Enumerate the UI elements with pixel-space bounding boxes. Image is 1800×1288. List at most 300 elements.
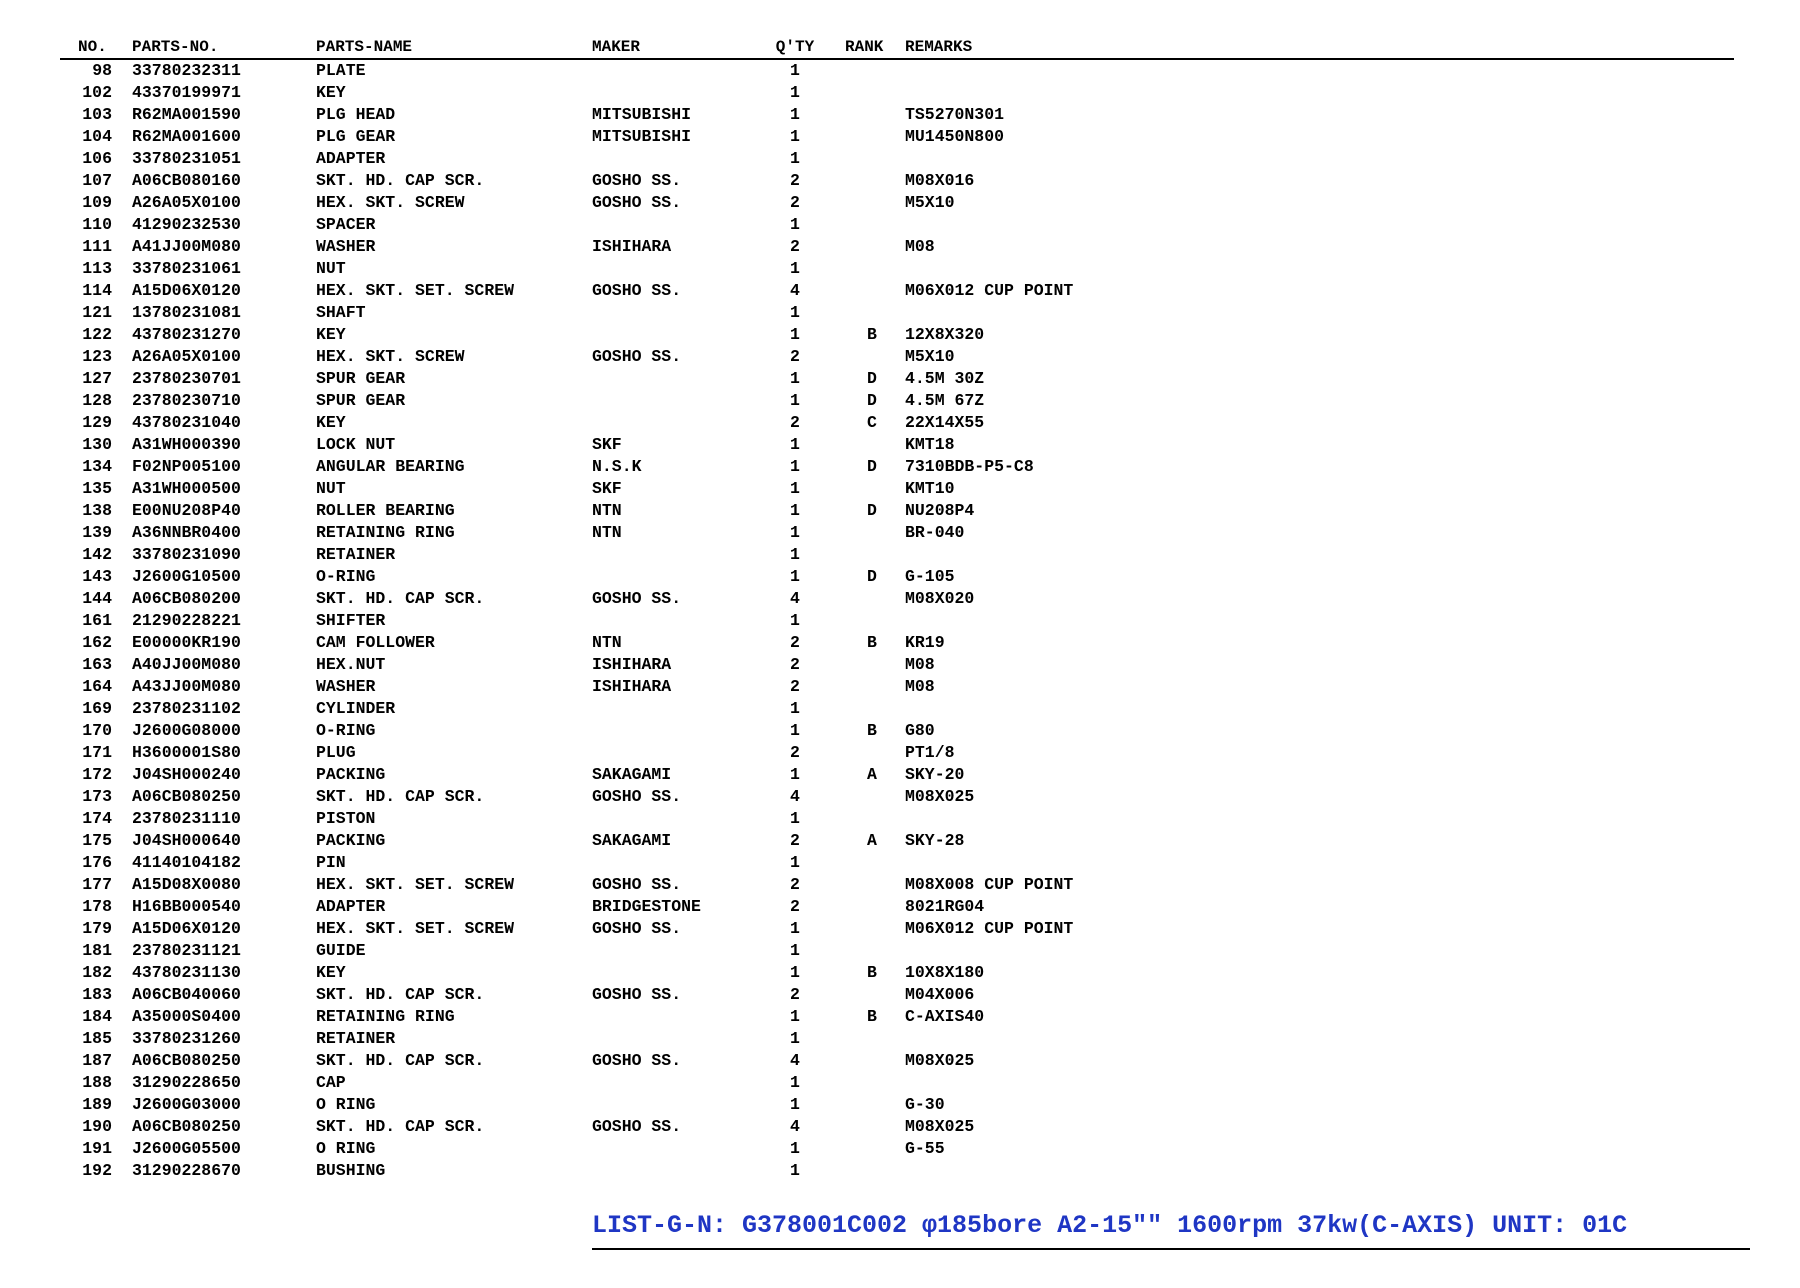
cell-parts-name: ADAPTER: [316, 149, 386, 168]
cell-remarks: SKY-20: [905, 765, 965, 784]
cell-no: 106: [82, 149, 112, 168]
cell-remarks: M08: [905, 655, 935, 674]
cell-qty: 1: [790, 963, 800, 982]
cell-parts-no: 33780231260: [132, 1029, 241, 1048]
table-row: [60, 1160, 1734, 1182]
cell-parts-name: SKT. HD. CAP SCR.: [316, 589, 485, 608]
table-row: [60, 1050, 1734, 1072]
table-row: [60, 456, 1734, 478]
cell-remarks: 4.5M 67Z: [905, 391, 985, 410]
cell-remarks: M06X012 CUP POINT: [905, 919, 1074, 938]
cell-parts-no: 43780231130: [132, 963, 241, 982]
table-row: [60, 434, 1734, 456]
table-row: [60, 918, 1734, 940]
cell-no: 184: [82, 1007, 112, 1026]
cell-parts-no: 33780231051: [132, 149, 241, 168]
table-row: [60, 764, 1734, 786]
table-row: [60, 852, 1734, 874]
cell-parts-name: O RING: [316, 1139, 376, 1158]
cell-remarks: G80: [905, 721, 935, 740]
cell-parts-no: 43370199971: [132, 83, 241, 102]
cell-parts-name: WASHER: [316, 237, 376, 256]
cell-parts-no: 43780231040: [132, 413, 241, 432]
cell-qty: 1: [790, 611, 800, 630]
header-parts-no: PARTS-NO.: [132, 38, 219, 56]
table-row: [60, 478, 1734, 500]
parts-list-table: [60, 36, 1734, 1182]
table-row: [60, 1094, 1734, 1116]
cell-no: 161: [82, 611, 112, 630]
cell-no: 104: [82, 127, 112, 146]
cell-no: 109: [82, 193, 112, 212]
cell-remarks: M08X025: [905, 1051, 975, 1070]
cell-qty: 1: [790, 127, 800, 146]
cell-remarks: 12X8X320: [905, 325, 985, 344]
cell-parts-name: RETAINER: [316, 1029, 396, 1048]
cell-parts-name: BUSHING: [316, 1161, 386, 1180]
cell-qty: 2: [790, 193, 800, 212]
cell-qty: 1: [790, 391, 800, 410]
cell-no: 103: [82, 105, 112, 124]
cell-qty: 2: [790, 237, 800, 256]
cell-rank: A: [867, 765, 877, 784]
cell-no: 129: [82, 413, 112, 432]
cell-maker: NTN: [592, 523, 622, 542]
cell-maker: GOSHO SS.: [592, 347, 682, 366]
cell-remarks: M08X025: [905, 787, 975, 806]
cell-no: 107: [82, 171, 112, 190]
cell-no: 178: [82, 897, 112, 916]
table-body: [60, 60, 1734, 1182]
cell-maker: GOSHO SS.: [592, 1051, 682, 1070]
cell-maker: GOSHO SS.: [592, 985, 682, 1004]
cell-remarks: M08X020: [905, 589, 975, 608]
cell-no: 190: [82, 1117, 112, 1136]
cell-remarks: G-30: [905, 1095, 945, 1114]
cell-no: 98: [92, 61, 112, 80]
cell-parts-no: 31290228670: [132, 1161, 241, 1180]
header-no: NO.: [78, 38, 107, 56]
cell-no: 177: [82, 875, 112, 894]
cell-qty: 2: [790, 831, 800, 850]
cell-parts-no: A43JJ00M080: [132, 677, 241, 696]
cell-qty: 4: [790, 281, 800, 300]
cell-rank: B: [867, 1007, 877, 1026]
cell-rank: B: [867, 963, 877, 982]
cell-no: 138: [82, 501, 112, 520]
cell-parts-name: PLATE: [316, 61, 366, 80]
cell-parts-no: 23780230710: [132, 391, 241, 410]
cell-no: 176: [82, 853, 112, 872]
cell-remarks: M08X008 CUP POINT: [905, 875, 1074, 894]
table-row: [60, 192, 1734, 214]
cell-parts-no: A40JJ00M080: [132, 655, 241, 674]
table-row: [60, 522, 1734, 544]
cell-no: 134: [82, 457, 112, 476]
cell-parts-no: A06CB040060: [132, 985, 241, 1004]
cell-parts-name: SKT. HD. CAP SCR.: [316, 1051, 485, 1070]
table-row: [60, 302, 1734, 324]
cell-parts-no: 33780232311: [132, 61, 241, 80]
table-row: [60, 1072, 1734, 1094]
table-row: [60, 346, 1734, 368]
cell-parts-no: A15D06X0120: [132, 919, 241, 938]
cell-parts-no: A31WH000390: [132, 435, 241, 454]
cell-parts-no: J2600G10500: [132, 567, 241, 586]
cell-parts-no: J04SH000640: [132, 831, 241, 850]
table-row: [60, 544, 1734, 566]
header-rank: RANK: [845, 38, 884, 56]
table-row: [60, 60, 1734, 82]
cell-parts-name: SHIFTER: [316, 611, 386, 630]
cell-parts-name: KEY: [316, 963, 346, 982]
cell-rank: D: [867, 369, 877, 388]
cell-parts-no: E00NU208P40: [132, 501, 241, 520]
table-row: [60, 412, 1734, 434]
cell-parts-name: LOCK NUT: [316, 435, 396, 454]
header-qty: Q'TY: [775, 38, 815, 56]
cell-parts-name: KEY: [316, 413, 346, 432]
cell-parts-name: PLUG: [316, 743, 356, 762]
table-row: [60, 984, 1734, 1006]
cell-parts-name: SPACER: [316, 215, 376, 234]
cell-maker: NTN: [592, 501, 622, 520]
cell-remarks: TS5270N301: [905, 105, 1005, 124]
table-row: [60, 654, 1734, 676]
cell-parts-no: A26A05X0100: [132, 193, 241, 212]
cell-qty: 1: [790, 1161, 800, 1180]
cell-qty: 1: [790, 765, 800, 784]
cell-qty: 2: [790, 633, 800, 652]
cell-parts-no: J2600G08000: [132, 721, 241, 740]
cell-maker: GOSHO SS.: [592, 1117, 682, 1136]
cell-maker: SAKAGAMI: [592, 765, 672, 784]
cell-qty: 1: [790, 435, 800, 454]
cell-parts-no: 43780231270: [132, 325, 241, 344]
table-row: [60, 500, 1734, 522]
cell-no: 170: [82, 721, 112, 740]
cell-maker: GOSHO SS.: [592, 919, 682, 938]
cell-parts-name: O-RING: [316, 567, 376, 586]
cell-parts-name: HEX. SKT. SCREW: [316, 347, 465, 366]
cell-no: 192: [82, 1161, 112, 1180]
table-row: [60, 566, 1734, 588]
cell-maker: GOSHO SS.: [592, 193, 682, 212]
cell-parts-name: SKT. HD. CAP SCR.: [316, 787, 485, 806]
cell-qty: 1: [790, 1073, 800, 1092]
cell-maker: ISHIHARA: [592, 237, 672, 256]
cell-qty: 4: [790, 589, 800, 608]
cell-parts-no: 41140104182: [132, 853, 241, 872]
cell-maker: GOSHO SS.: [592, 589, 682, 608]
cell-parts-no: R62MA001590: [132, 105, 241, 124]
table-row: [60, 588, 1734, 610]
cell-remarks: KMT10: [905, 479, 955, 498]
cell-parts-name: HEX.NUT: [316, 655, 386, 674]
cell-parts-name: KEY: [316, 83, 346, 102]
cell-parts-no: F02NP005100: [132, 457, 241, 476]
cell-parts-name: CAP: [316, 1073, 346, 1092]
cell-parts-name: PISTON: [316, 809, 376, 828]
cell-parts-no: A15D08X0080: [132, 875, 241, 894]
cell-rank: D: [867, 501, 877, 520]
cell-parts-no: A06CB080250: [132, 787, 241, 806]
parts-list-title: LIST-G-N: G378001C002 φ185bore A2-15"" 1600rpm 37kw(C-AXIS) UNIT: 01C: [592, 1208, 1750, 1250]
table-row: [60, 1116, 1734, 1138]
cell-no: 163: [82, 655, 112, 674]
table-row: [60, 170, 1734, 192]
cell-qty: 1: [790, 919, 800, 938]
cell-parts-no: E00000KR190: [132, 633, 241, 652]
cell-qty: 1: [790, 369, 800, 388]
cell-no: 185: [82, 1029, 112, 1048]
table-row: [60, 148, 1734, 170]
cell-remarks: 7310BDB-P5-C8: [905, 457, 1034, 476]
cell-no: 191: [82, 1139, 112, 1158]
cell-parts-name: NUT: [316, 259, 346, 278]
cell-remarks: M04X006: [905, 985, 975, 1004]
cell-remarks: MU1450N800: [905, 127, 1005, 146]
cell-qty: 1: [790, 699, 800, 718]
cell-parts-no: A06CB080250: [132, 1051, 241, 1070]
cell-parts-no: A15D06X0120: [132, 281, 241, 300]
cell-remarks: M08: [905, 677, 935, 696]
cell-no: 110: [82, 215, 112, 234]
cell-parts-name: GUIDE: [316, 941, 366, 960]
cell-remarks: 4.5M 30Z: [905, 369, 985, 388]
table-row: [60, 368, 1734, 390]
table-row: [60, 610, 1734, 632]
table-row: [60, 258, 1734, 280]
cell-remarks: G-105: [905, 567, 955, 586]
cell-parts-name: PACKING: [316, 765, 386, 784]
cell-parts-name: CAM FOLLOWER: [316, 633, 435, 652]
cell-no: 139: [82, 523, 112, 542]
table-row: [60, 104, 1734, 126]
cell-remarks: KR19: [905, 633, 945, 652]
cell-maker: GOSHO SS.: [592, 171, 682, 190]
cell-parts-no: 23780231121: [132, 941, 241, 960]
cell-no: 128: [82, 391, 112, 410]
table-row: [60, 280, 1734, 302]
cell-qty: 4: [790, 1051, 800, 1070]
cell-qty: 2: [790, 347, 800, 366]
table-row: [60, 82, 1734, 104]
cell-parts-no: 23780231110: [132, 809, 241, 828]
cell-parts-no: R62MA001600: [132, 127, 241, 146]
cell-remarks: BR-040: [905, 523, 965, 542]
cell-maker: MITSUBISHI: [592, 127, 692, 146]
cell-parts-no: H16BB000540: [132, 897, 241, 916]
cell-parts-no: 21290228221: [132, 611, 241, 630]
cell-maker: ISHIHARA: [592, 677, 672, 696]
cell-remarks: M08X016: [905, 171, 975, 190]
cell-parts-name: HEX. SKT. SET. SCREW: [316, 281, 515, 300]
cell-qty: 2: [790, 897, 800, 916]
cell-parts-name: SKT. HD. CAP SCR.: [316, 171, 485, 190]
cell-qty: 2: [790, 985, 800, 1004]
table-row: [60, 830, 1734, 852]
cell-no: 143: [82, 567, 112, 586]
cell-remarks: 22X14X55: [905, 413, 985, 432]
cell-parts-no: H3600001S80: [132, 743, 241, 762]
cell-qty: 2: [790, 743, 800, 762]
cell-parts-no: 23780231102: [132, 699, 241, 718]
cell-parts-name: SKT. HD. CAP SCR.: [316, 1117, 485, 1136]
cell-qty: 4: [790, 787, 800, 806]
cell-no: 162: [82, 633, 112, 652]
cell-parts-no: 41290232530: [132, 215, 241, 234]
table-row: [60, 786, 1734, 808]
cell-rank: D: [867, 391, 877, 410]
cell-rank: B: [867, 721, 877, 740]
cell-parts-name: PIN: [316, 853, 346, 872]
cell-rank: B: [867, 633, 877, 652]
cell-no: 182: [82, 963, 112, 982]
cell-remarks: M5X10: [905, 347, 955, 366]
table-row: [60, 214, 1734, 236]
cell-no: 113: [82, 259, 112, 278]
cell-no: 187: [82, 1051, 112, 1070]
cell-no: 111: [82, 237, 112, 256]
cell-no: 172: [82, 765, 112, 784]
table-row: [60, 1138, 1734, 1160]
cell-parts-name: ADAPTER: [316, 897, 386, 916]
cell-qty: 1: [790, 523, 800, 542]
cell-parts-name: PLG HEAD: [316, 105, 396, 124]
cell-no: 174: [82, 809, 112, 828]
cell-rank: C: [867, 413, 877, 432]
cell-parts-name: PACKING: [316, 831, 386, 850]
cell-no: 130: [82, 435, 112, 454]
cell-qty: 1: [790, 105, 800, 124]
cell-no: 181: [82, 941, 112, 960]
cell-no: 127: [82, 369, 112, 388]
table-row: [60, 940, 1734, 962]
cell-parts-name: SPUR GEAR: [316, 391, 406, 410]
cell-remarks: M5X10: [905, 193, 955, 212]
cell-parts-no: 33780231090: [132, 545, 241, 564]
cell-remarks: G-55: [905, 1139, 945, 1158]
cell-parts-name: PLG GEAR: [316, 127, 396, 146]
cell-parts-name: KEY: [316, 325, 346, 344]
cell-remarks: 8021RG04: [905, 897, 985, 916]
cell-parts-no: A06CB080250: [132, 1117, 241, 1136]
cell-qty: 4: [790, 1117, 800, 1136]
cell-no: 189: [82, 1095, 112, 1114]
cell-parts-name: SKT. HD. CAP SCR.: [316, 985, 485, 1004]
table-row: [60, 896, 1734, 918]
cell-parts-name: HEX. SKT. SET. SCREW: [316, 875, 515, 894]
cell-no: 188: [82, 1073, 112, 1092]
header-maker: MAKER: [592, 38, 641, 56]
table-row: [60, 1028, 1734, 1050]
cell-parts-name: RETAINER: [316, 545, 396, 564]
cell-remarks: PT1/8: [905, 743, 955, 762]
cell-rank: D: [867, 567, 877, 586]
cell-rank: B: [867, 325, 877, 344]
cell-no: 164: [82, 677, 112, 696]
cell-parts-name: O-RING: [316, 721, 376, 740]
cell-maker: GOSHO SS.: [592, 875, 682, 894]
cell-qty: 2: [790, 413, 800, 432]
cell-parts-no: 33780231061: [132, 259, 241, 278]
cell-no: 179: [82, 919, 112, 938]
cell-parts-name: ROLLER BEARING: [316, 501, 455, 520]
cell-parts-no: A31WH000500: [132, 479, 241, 498]
cell-qty: 1: [790, 303, 800, 322]
cell-parts-name: RETAINING RING: [316, 1007, 455, 1026]
cell-parts-no: A06CB080160: [132, 171, 241, 190]
cell-qty: 1: [790, 457, 800, 476]
cell-qty: 1: [790, 809, 800, 828]
cell-qty: 1: [790, 83, 800, 102]
table-row: [60, 126, 1734, 148]
cell-remarks: 10X8X180: [905, 963, 985, 982]
cell-maker: N.S.K: [592, 457, 642, 476]
cell-maker: NTN: [592, 633, 622, 652]
cell-no: 122: [82, 325, 112, 344]
cell-remarks: M06X012 CUP POINT: [905, 281, 1074, 300]
cell-qty: 1: [790, 721, 800, 740]
cell-no: 175: [82, 831, 112, 850]
table-row: [60, 632, 1734, 654]
cell-qty: 2: [790, 655, 800, 674]
cell-qty: 1: [790, 1139, 800, 1158]
cell-qty: 1: [790, 567, 800, 586]
cell-no: 121: [82, 303, 112, 322]
cell-parts-no: 23780230701: [132, 369, 241, 388]
table-row: [60, 1006, 1734, 1028]
cell-maker: ISHIHARA: [592, 655, 672, 674]
cell-no: 135: [82, 479, 112, 498]
cell-qty: 1: [790, 1095, 800, 1114]
cell-no: 173: [82, 787, 112, 806]
cell-parts-name: HEX. SKT. SET. SCREW: [316, 919, 515, 938]
table-header-row: [60, 36, 1734, 60]
cell-parts-name: NUT: [316, 479, 346, 498]
cell-qty: 2: [790, 875, 800, 894]
table-row: [60, 874, 1734, 896]
cell-parts-name: O RING: [316, 1095, 376, 1114]
cell-maker: SAKAGAMI: [592, 831, 672, 850]
cell-no: 169: [82, 699, 112, 718]
cell-qty: 1: [790, 941, 800, 960]
cell-no: 144: [82, 589, 112, 608]
cell-no: 171: [82, 743, 112, 762]
cell-maker: GOSHO SS.: [592, 787, 682, 806]
cell-remarks: KMT18: [905, 435, 955, 454]
cell-parts-no: A35000S0400: [132, 1007, 241, 1026]
header-parts-name: PARTS-NAME: [316, 38, 413, 56]
cell-rank: A: [867, 831, 877, 850]
cell-rank: D: [867, 457, 877, 476]
table-row: [60, 390, 1734, 412]
table-row: [60, 720, 1734, 742]
cell-parts-no: J04SH000240: [132, 765, 241, 784]
table-row: [60, 962, 1734, 984]
cell-parts-no: 31290228650: [132, 1073, 241, 1092]
cell-qty: 1: [790, 325, 800, 344]
table-row: [60, 808, 1734, 830]
cell-no: 102: [82, 83, 112, 102]
cell-maker: SKF: [592, 479, 622, 498]
table-row: [60, 236, 1734, 258]
cell-parts-name: CYLINDER: [316, 699, 396, 718]
cell-qty: 1: [790, 545, 800, 564]
cell-qty: 1: [790, 215, 800, 234]
cell-parts-name: SHAFT: [316, 303, 366, 322]
